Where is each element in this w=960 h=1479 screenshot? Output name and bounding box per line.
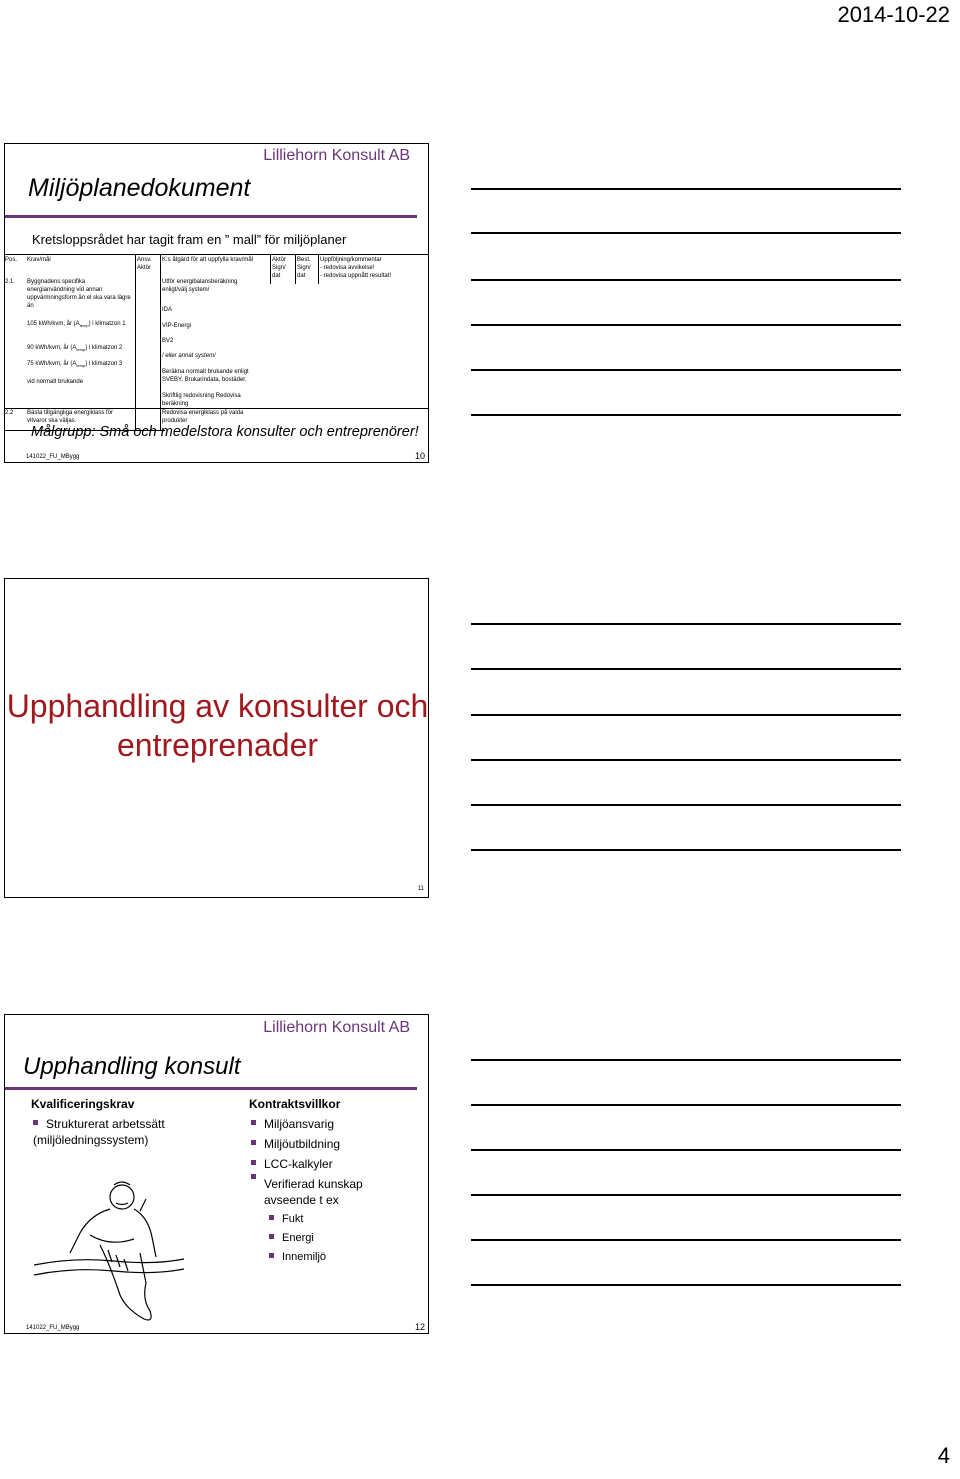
slide-title: Upphandling konsult <box>23 1053 241 1080</box>
table-top-rule <box>5 254 429 255</box>
notes-line <box>471 668 901 670</box>
row-2-1-ks1: Utför energibalansberäkning enligt/välj system/ <box>162 279 238 293</box>
list-item <box>251 1176 411 1208</box>
table-col-rule <box>135 254 136 430</box>
notes-line <box>471 324 901 326</box>
slide-10 <box>4 143 429 463</box>
notes-line <box>471 414 901 416</box>
right-heading: Kontraktsvillkor <box>249 1097 341 1111</box>
zon3-sub: temp <box>76 363 86 369</box>
sub-list-item <box>269 1248 411 1267</box>
zon1-text: 105 kWh/kvm, år (A <box>27 321 80 327</box>
list-item <box>251 1116 411 1132</box>
slide-footer: 141022_FU_MBygg <box>26 1325 80 1331</box>
zon2-sub: temp <box>76 347 86 353</box>
row-2-1-pos: 2.1 <box>5 279 14 285</box>
brand-name: Lilliehorn Konsult AB <box>263 1019 410 1036</box>
left-list <box>33 1116 203 1148</box>
zon1-sub: temp <box>79 323 89 329</box>
notes-line <box>471 714 901 716</box>
slide-title: Miljöplanedokument <box>28 174 251 202</box>
table-col-rule <box>295 254 296 284</box>
notes-line <box>471 1239 901 1241</box>
notes-line <box>471 1284 901 1286</box>
header-ansv: Ansv. Aktör <box>137 257 152 271</box>
row-2-1-ks2: IDA <box>162 307 173 313</box>
list-item <box>33 1116 203 1148</box>
list-item-text: Verifierad kunskap avseende t ex <box>264 1177 363 1207</box>
slide-number: 10 <box>414 451 425 461</box>
list-item-text: Miljöutbildning <box>264 1137 341 1151</box>
page-date: 2014-10-22 <box>837 2 950 27</box>
page-number: 4 <box>937 1443 950 1468</box>
table-col-rule <box>318 254 319 284</box>
sub-list-item-text: Fukt <box>282 1213 304 1225</box>
header-upp-line2: - redovisa avvikelse! <box>320 265 375 271</box>
header-upp-line1: Uppföljning/kommentar <box>320 257 382 263</box>
sub-list-item <box>269 1229 411 1248</box>
notes-line <box>471 759 901 761</box>
header-upp-line3: - redovisa uppnått resultat! <box>320 273 392 279</box>
notes-line <box>471 1194 901 1196</box>
right-list <box>251 1116 411 1267</box>
title-divider <box>5 1087 417 1090</box>
row-2-1-zon1 <box>27 320 133 330</box>
row-2-2-krav: Bästa tillgängliga energiklass för vitvaror ska väljas. <box>27 410 114 424</box>
row-2-1-ks4: BV2 <box>162 338 174 344</box>
notes-line <box>471 1149 901 1151</box>
slide-title: Upphandling av konsulter och entreprenader <box>6 688 429 763</box>
slide-12 <box>4 1014 429 1334</box>
row-2-1-ks7: Skriftlig redovisning Redovisa beräkning <box>162 393 241 407</box>
left-heading: Kvalificeringskrav <box>31 1097 135 1111</box>
slide-number: 11 <box>417 886 424 892</box>
table-col-rule <box>160 254 161 430</box>
row-2-1-brukande: vid normalt brukande <box>27 379 84 385</box>
slide-subtitle: Kretsloppsrådet har tagit fram en ” mall” för miljöplaner <box>32 232 347 247</box>
table-col-rule <box>270 254 271 284</box>
header-uppfoljning <box>320 256 391 280</box>
brand-name: Lilliehorn Konsult AB <box>263 147 410 164</box>
zon3-text2: ) i klimatzon 3 <box>85 361 123 367</box>
header-pos: Pos. <box>5 257 18 263</box>
notes-line <box>471 1059 901 1061</box>
sub-list-item-text: Energi <box>282 1232 314 1244</box>
notes-line <box>471 232 901 234</box>
notes-line <box>471 623 901 625</box>
notes-line <box>471 1104 901 1106</box>
slide-number: 12 <box>414 1322 425 1332</box>
row-2-1-krav: Byggnadens specifika energianvändning vid annan uppvärmningsform än el ska vara lägre än <box>27 279 131 309</box>
row-2-1-zon2 <box>27 344 133 354</box>
person-writing-illustration <box>30 1175 190 1325</box>
row-2-1-ks3: VIP-Energi <box>162 323 192 329</box>
list-item-text: Strukturerat arbetssätt (miljöledningssystem) <box>33 1117 165 1147</box>
zon1-text2: ) i klimatzon 1 <box>88 321 126 327</box>
notes-line <box>471 849 901 851</box>
row-2-2-pos: 2.2 <box>5 410 14 416</box>
list-item-text: Miljöansvarig <box>264 1117 335 1131</box>
list-item <box>251 1156 411 1172</box>
sub-list-item-text: Innemiljö <box>282 1251 327 1263</box>
header-best: Best. Sign/ dat <box>297 257 311 279</box>
zon3-text: 75 kWh/kvm, år (A <box>27 361 77 367</box>
slide-11 <box>4 578 429 898</box>
notes-line <box>471 279 901 281</box>
header-aktor: Aktör Sign/ dat <box>272 257 287 279</box>
row-2-1-ks6: Beräkna normalt brukande enligt SVEBY, Brukarindata, bostäder. <box>162 369 249 383</box>
notes-line <box>471 804 901 806</box>
zon2-text2: ) i klimatzon 2 <box>85 345 123 351</box>
list-item <box>251 1136 411 1152</box>
requirements-table <box>5 254 429 429</box>
row-2-1-zon3 <box>27 360 133 370</box>
notes-line <box>471 369 901 371</box>
header-krav: Krav/mål <box>27 257 51 263</box>
header-ks: K:s åtgärd för att uppfylla krav/mål <box>162 257 254 263</box>
row-2-2-ks: Redovisa energiklass på valda produkter <box>162 410 244 424</box>
target-group: Målgrupp: Små och medelstora konsulter och entreprenörer! <box>31 424 419 440</box>
sub-list <box>251 1210 411 1267</box>
row-2-1-ks5: / eller annat system/ <box>162 353 216 359</box>
zon2-text: 90 kWh/kvm, år (A <box>27 345 77 351</box>
list-item-text: LCC-kalkyler <box>264 1157 333 1171</box>
slide-footer: 141022_FU_MBygg <box>26 454 80 460</box>
notes-line <box>471 188 901 190</box>
title-divider <box>5 215 417 218</box>
sub-list-item <box>269 1210 411 1229</box>
